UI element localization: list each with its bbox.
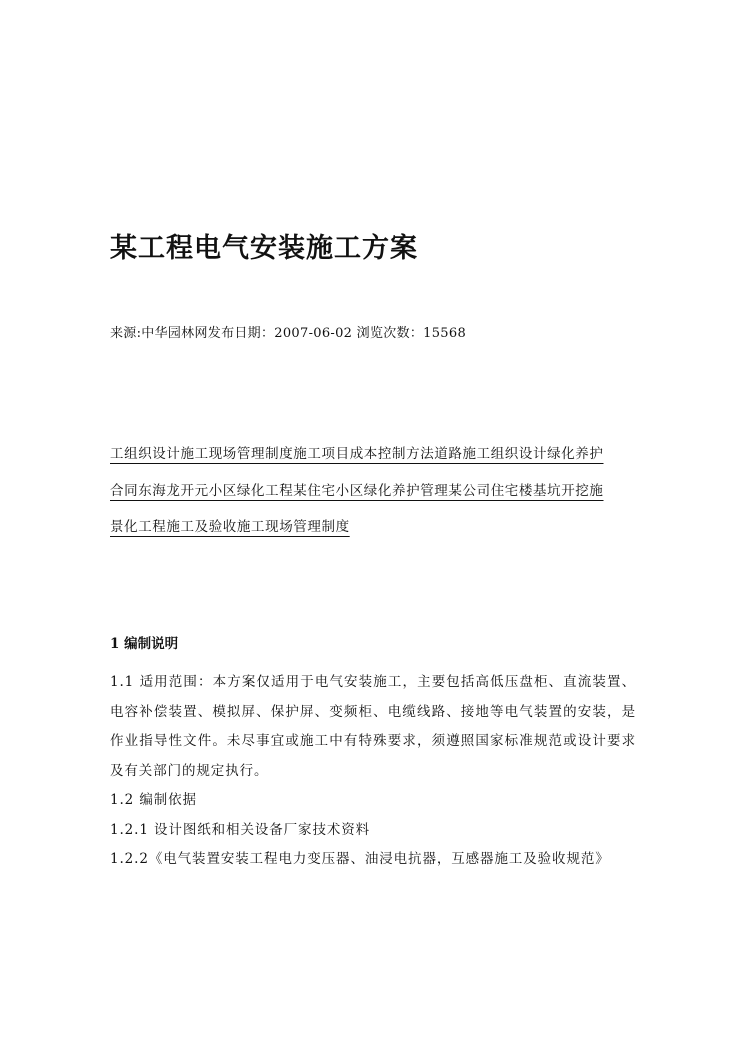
page-title: 某工程电气安装施工方案 [110, 233, 418, 264]
related-link[interactable]: 景化工程施工及验收施工现场管理制度 [110, 519, 350, 535]
related-links [110, 436, 640, 546]
item-1-2-2: 1.2.2《电气装置安装工程电力变压器、油浸电抗器，互感器施工及验收规范》 [110, 851, 610, 867]
item-1-2: 1.2 编制依据 [110, 792, 197, 808]
item-1-2-1: 1.2.1 设计图纸和相关设备厂家技术资料 [110, 821, 371, 838]
related-link[interactable]: 合同东海龙开元小区绿化工程某住宅小区绿化养护管理某公司住宅楼基坑开挖施 [110, 482, 604, 499]
related-link[interactable]: 工组织设计施工现场管理制度施工项目成本控制方法道路施工组织设计绿化养护 [110, 446, 604, 462]
section-heading: 1 编制说明 [110, 636, 179, 652]
source-line: 来源:中华园林网发布日期：2007-06-02 浏览次数：15568 [110, 326, 467, 341]
body-text [110, 668, 636, 875]
paragraph-1-1: 1.1 适用范围：本方案仅适用于电气安装施工，主要包括高低压盘柜、直流装置、电容补偿装置、模拟屏、保护屏、变频柜、电缆线路、接地等电气装置的安装，是作业指导性文件。未尽事宜或施工中有特殊要求，须遵照国家标准规范或设计要求及有关部门的规定执行。 [110, 674, 636, 779]
